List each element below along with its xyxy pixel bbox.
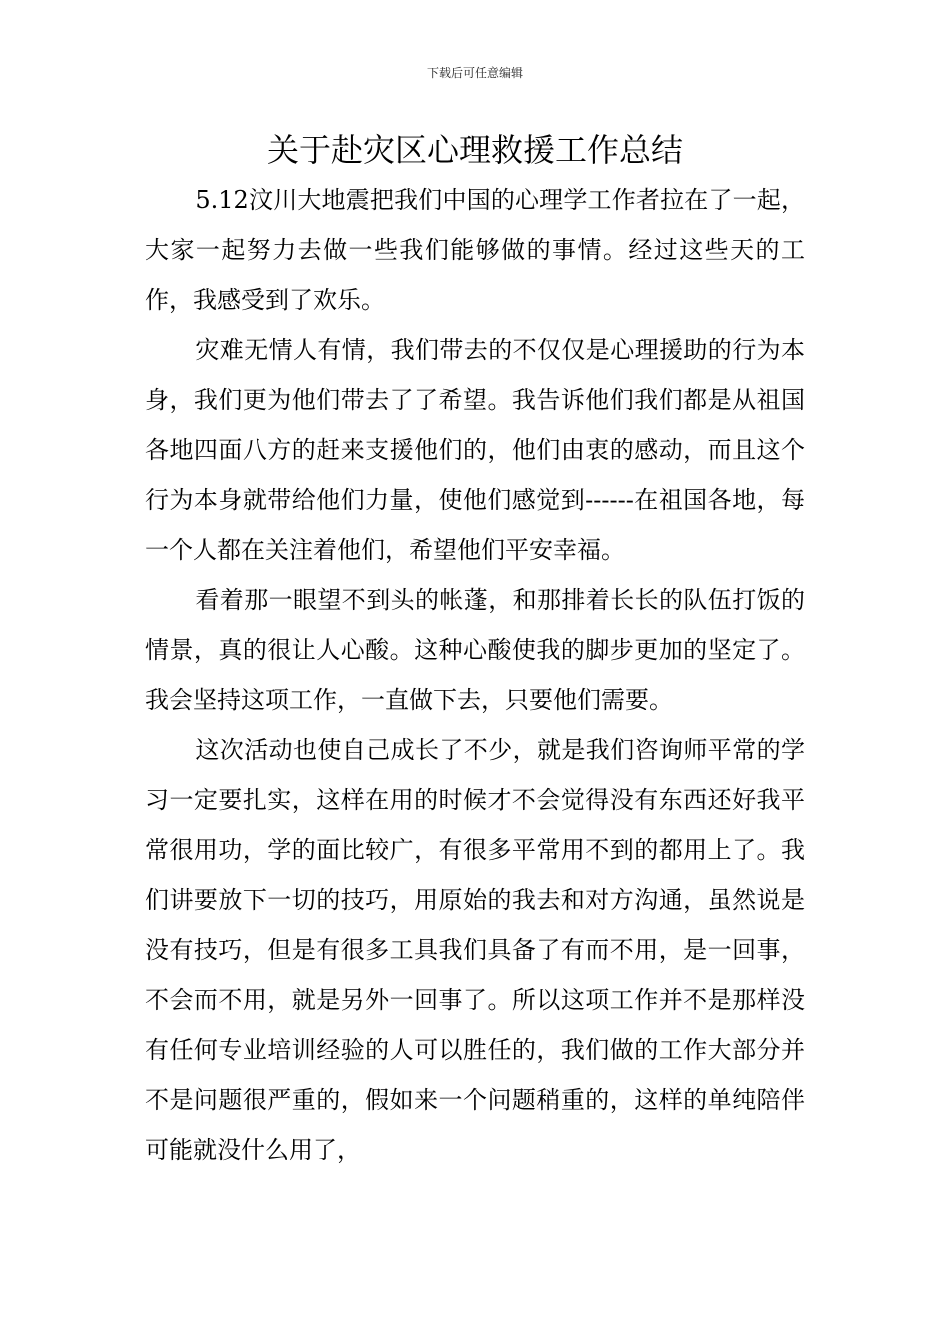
document-title: 关于赴灾区心理救援工作总结 — [266, 131, 683, 169]
header-note: 下载后可任意编辑 — [426, 66, 523, 80]
document-body — [145, 175, 805, 1175]
paragraph-3: 看着那一眼望不到头的帐蓬，和那排着长长的队伍打饭的情景，真的很让人心酸。这种心酸使我的脚步更加的坚定了。我会坚持这项工作，一直做下去，只要他们需要。 — [145, 586, 805, 714]
paragraph-2: 灾难无情人有情，我们带去的不仅仅是心理援助的行为本身，我们更为他们带去了了希望。我告诉他们我们都是从祖国各地四面八方的赶来支援他们的，他们由衷的感动，而且这个行为本身就带给他们力量，使他们感觉到------在祖国各地，每一个人都在关注着他们，希望他们平安幸福。 — [145, 336, 805, 564]
paragraph-1: 5.12汶川大地震把我们中国的心理学工作者拉在了一起，大家一起努力去做一些我们能够做的事情。经过这些天的工作，我感受到了欢乐。 — [145, 186, 805, 314]
paragraph-4: 这次活动也使自己成长了不少，就是我们咨询师平常的学习一定要扎实，这样在用的时候才不会觉得没有东西还好我平常很用功，学的面比较广，有很多平常用不到的都用上了。我们讲要放下一切的技巧，用原始的我去和对方沟通，虽然说是没有技巧，但是有很多工具我们具备了有而不用，是一回事，不会而不用，就是另外一回事了。所以这项工作并不是那样没有任何专业培训经验的人可以胜任的，我们做的工作大部分并不是问题很严重的，假如来一个问题稍重的，这样的单纯陪伴可能就没什么用了， — [145, 736, 805, 1164]
